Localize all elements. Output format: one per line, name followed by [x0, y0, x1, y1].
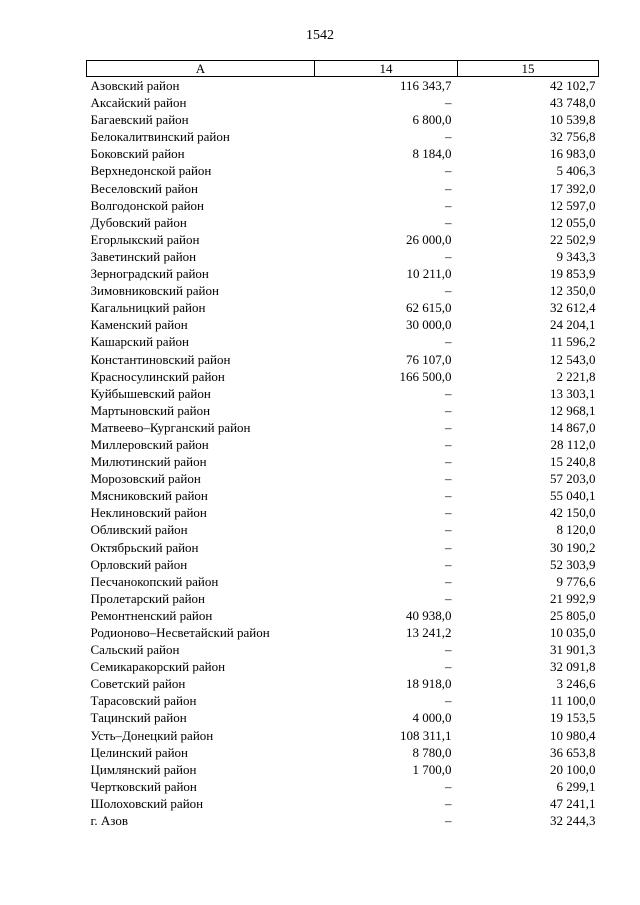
column-14-value-cell: 62 615,0	[406, 300, 452, 316]
district-name-cell: Зимовниковский район	[90, 283, 219, 299]
column-15-value-cell: 16 983,0	[550, 146, 596, 162]
column-15-value-cell: 14 867,0	[550, 419, 596, 435]
column-15-value-cell: 32 756,8	[550, 129, 596, 145]
table-row	[87, 778, 599, 795]
column-14-value-cell: 8 780,0	[412, 744, 452, 760]
column-14-value-cell: 26 000,0	[406, 231, 452, 247]
table-row	[87, 470, 599, 487]
column-15-value-cell: 9 343,3	[556, 248, 596, 264]
table-row	[87, 333, 599, 350]
column-14-value-cell: –	[445, 590, 452, 606]
table-row	[87, 709, 599, 726]
column-15-value-cell: 2 221,8	[556, 368, 596, 384]
column-header-15: 15	[458, 61, 599, 77]
table-row	[87, 265, 599, 282]
table-row	[87, 504, 599, 521]
column-14-value-cell: 1 700,0	[412, 761, 452, 777]
district-name-cell: Каменский район	[90, 317, 188, 333]
table-row	[87, 675, 599, 692]
column-14-value-cell: –	[445, 573, 452, 589]
district-name-cell: Ремонтненский район	[90, 607, 213, 623]
table-row	[87, 573, 599, 590]
column-15-value-cell: 10 539,8	[550, 112, 596, 128]
column-header-14: 14	[315, 61, 458, 77]
column-14-value-cell: –	[445, 419, 452, 435]
district-name-cell: Тацинский район	[90, 710, 187, 726]
district-name-cell: Боковский район	[90, 146, 185, 162]
column-14-value-cell: 30 000,0	[406, 317, 452, 333]
district-name-cell: Целинский район	[90, 744, 188, 760]
table-row	[87, 94, 599, 111]
column-15-value-cell: 32 244,3	[550, 813, 596, 829]
column-15-value-cell: 15 240,8	[550, 454, 596, 470]
district-name-cell: Аксайский район	[90, 95, 187, 111]
column-15-value-cell: 52 303,9	[550, 556, 596, 572]
column-header-a: А	[87, 61, 315, 77]
column-14-value-cell: –	[445, 248, 452, 264]
table-row	[87, 368, 599, 385]
district-name-cell: Дубовский район	[90, 214, 187, 230]
column-15-value-cell: 43 748,0	[550, 95, 596, 111]
column-14-value-cell: –	[445, 283, 452, 299]
column-15-value-cell: 19 153,5	[550, 710, 596, 726]
column-14-value-cell: –	[445, 813, 452, 829]
table-row	[87, 248, 599, 265]
column-15-value-cell: 55 040,1	[550, 488, 596, 504]
column-15-value-cell: 19 853,9	[550, 266, 596, 282]
district-name-cell: Волгодонской район	[90, 197, 205, 213]
table-row	[87, 487, 599, 504]
district-name-cell: Морозовский район	[90, 471, 201, 487]
column-15-value-cell: 28 112,0	[550, 436, 596, 452]
table-row	[87, 77, 599, 95]
district-name-cell: Октябрьский район	[90, 539, 199, 555]
table-body	[87, 77, 599, 830]
column-14-value-cell: –	[445, 693, 452, 709]
column-14-value-cell: 76 107,0	[406, 351, 452, 367]
table-row	[87, 453, 599, 470]
district-name-cell: Верхнедонской район	[90, 163, 212, 179]
column-15-value-cell: 12 543,0	[550, 351, 596, 367]
table-row	[87, 282, 599, 299]
district-name-cell: г. Азов	[90, 813, 128, 829]
column-15-value-cell: 11 100,0	[550, 693, 596, 709]
table-row	[87, 556, 599, 573]
table-row	[87, 607, 599, 624]
column-15-value-cell: 10 035,0	[550, 625, 596, 640]
column-15-value-cell: 32 612,4	[550, 300, 596, 316]
district-name-cell: Егорлыкский район	[90, 231, 200, 247]
district-name-cell: Азовский район	[90, 78, 180, 93]
column-14-value-cell: 40 938,0	[406, 607, 452, 623]
column-15-value-cell: 24 204,1	[550, 317, 596, 333]
table-row	[87, 231, 599, 248]
table-row	[87, 385, 599, 402]
district-name-cell: Орловский район	[90, 556, 188, 572]
column-15-value-cell: 30 190,2	[550, 539, 596, 555]
column-15-value-cell: 25 805,0	[550, 607, 596, 623]
column-14-value-cell: –	[445, 402, 452, 418]
column-15-value-cell: 21 992,9	[550, 590, 596, 606]
column-15-value-cell: 22 502,9	[550, 231, 596, 247]
district-name-cell: Шолоховский район	[90, 795, 204, 811]
column-14-value-cell: 6 800,0	[412, 112, 452, 128]
table-row	[87, 727, 599, 744]
table-row	[87, 624, 599, 641]
column-15-value-cell: 6 299,1	[556, 778, 596, 794]
district-name-cell: Чертковский район	[90, 778, 197, 794]
district-name-cell: Веселовский район	[90, 180, 198, 196]
district-name-cell: Мясниковский район	[90, 488, 208, 504]
table-row	[87, 436, 599, 453]
table-row	[87, 316, 599, 333]
column-14-value-cell: –	[445, 334, 452, 350]
table-row	[87, 641, 599, 658]
column-15-value-cell: 17 392,0	[550, 180, 596, 196]
column-14-value-cell: –	[445, 454, 452, 470]
column-15-value-cell: 5 406,3	[556, 163, 596, 179]
column-15-value-cell: 12 055,0	[550, 214, 596, 230]
column-14-value-cell: –	[445, 642, 452, 658]
district-name-cell: Семикаракорский район	[90, 659, 226, 675]
district-name-cell: Кагальницкий район	[90, 300, 206, 316]
table-row	[87, 539, 599, 556]
column-14-value-cell: –	[445, 129, 452, 145]
column-14-value-cell: –	[445, 436, 452, 452]
table-row	[87, 214, 599, 231]
table-row	[87, 658, 599, 675]
column-14-value-cell: 108 311,1	[399, 727, 452, 743]
table-row	[87, 812, 599, 829]
column-14-value-cell: –	[445, 95, 452, 111]
district-name-cell: Константиновский район	[90, 351, 231, 367]
column-14-value-cell: –	[445, 778, 452, 794]
page-number: 1542	[306, 28, 334, 43]
column-14-value-cell: 8 184,0	[412, 146, 452, 162]
column-14-value-cell: –	[445, 522, 452, 538]
column-15-value-cell: 31 901,3	[550, 642, 596, 658]
district-name-cell: Цимлянский район	[90, 761, 197, 777]
district-name-cell: Тарасовский район	[90, 693, 197, 709]
column-14-value-cell: –	[445, 214, 452, 230]
column-14-value-cell: 166 500,0	[399, 368, 452, 384]
district-name-cell: Обливский район	[90, 522, 188, 538]
column-14-value-cell: –	[445, 556, 452, 572]
table-row	[87, 795, 599, 812]
district-name-cell: Красносулинский район	[90, 368, 225, 384]
column-15-value-cell: 12 350,0	[550, 283, 596, 299]
table-row	[87, 521, 599, 538]
district-name-cell: Заветинский район	[90, 248, 197, 264]
column-15-value-cell: 13 303,1	[550, 385, 596, 401]
table-row	[87, 145, 599, 162]
column-15-value-cell: 36 653,8	[550, 744, 596, 760]
district-name-cell: Советский район	[90, 676, 186, 692]
district-name-cell: Песчанокопский район	[90, 573, 219, 589]
table-row	[87, 162, 599, 179]
district-name-cell: Неклиновский район	[90, 505, 207, 521]
table-header-row	[87, 61, 599, 77]
column-15-value-cell: 57 203,0	[550, 471, 596, 487]
column-15-value-cell: 47 241,1	[550, 795, 596, 811]
table-row	[87, 111, 599, 128]
column-14-value-cell: –	[445, 471, 452, 487]
district-name-cell: Пролетарский район	[90, 590, 206, 606]
table-row	[87, 419, 599, 436]
district-name-cell: Белокалитвинский район	[90, 129, 230, 145]
column-14-value-cell: 13 241,2	[406, 625, 452, 640]
table-row	[87, 197, 599, 214]
column-14-value-cell: –	[445, 795, 452, 811]
column-15-value-cell: 32 091,8	[550, 659, 596, 675]
column-14-value-cell: –	[445, 659, 452, 675]
district-name-cell: Усть–Донецкий район	[90, 727, 214, 743]
column-14-value-cell: 116 343,7	[399, 78, 452, 93]
column-14-value-cell: –	[445, 505, 452, 521]
column-15-value-cell: 10 980,4	[550, 727, 596, 743]
district-name-cell: Мартыновский район	[90, 402, 211, 418]
column-15-value-cell: 42 150,0	[550, 505, 596, 521]
column-15-value-cell: 11 596,2	[550, 334, 596, 350]
district-name-cell: Родионово–Несветайский район	[90, 625, 270, 640]
district-name-cell: Багаевский район	[90, 112, 189, 128]
table-row	[87, 692, 599, 709]
budget-table	[86, 60, 599, 829]
district-name-cell: Куйбышевский район	[90, 385, 211, 401]
column-14-value-cell: –	[445, 385, 452, 401]
column-14-value-cell: –	[445, 197, 452, 213]
column-15-value-cell: 8 120,0	[556, 522, 596, 538]
column-14-value-cell: 10 211,0	[406, 266, 452, 282]
district-name-cell: Зерноградский район	[90, 266, 209, 282]
column-15-value-cell: 3 246,6	[556, 676, 596, 692]
table-row	[87, 744, 599, 761]
table-row	[87, 761, 599, 778]
column-15-value-cell: 12 968,1	[550, 402, 596, 418]
district-name-cell: Миллеровский район	[90, 436, 209, 452]
column-14-value-cell: 18 918,0	[406, 676, 452, 692]
budget-table-container	[86, 60, 598, 829]
column-14-value-cell: –	[445, 539, 452, 555]
column-15-value-cell: 12 597,0	[550, 197, 596, 213]
column-14-value-cell: 4 000,0	[412, 710, 452, 726]
district-name-cell: Милютинский район	[90, 454, 207, 470]
column-14-value-cell: –	[445, 488, 452, 504]
column-15-value-cell: 42 102,7	[550, 78, 596, 93]
district-name-cell: Матвеево–Курганский район	[90, 419, 251, 435]
table-row	[87, 299, 599, 316]
table-row	[87, 128, 599, 145]
column-14-value-cell: –	[445, 180, 452, 196]
column-15-value-cell: 20 100,0	[550, 761, 596, 777]
table-row	[87, 351, 599, 368]
district-name-cell: Сальский район	[90, 642, 180, 658]
column-14-value-cell: –	[445, 163, 452, 179]
district-name-cell: Кашарский район	[90, 334, 189, 350]
table-row	[87, 402, 599, 419]
table-row	[87, 590, 599, 607]
column-15-value-cell: 9 776,6	[556, 573, 596, 589]
table-row	[87, 180, 599, 197]
